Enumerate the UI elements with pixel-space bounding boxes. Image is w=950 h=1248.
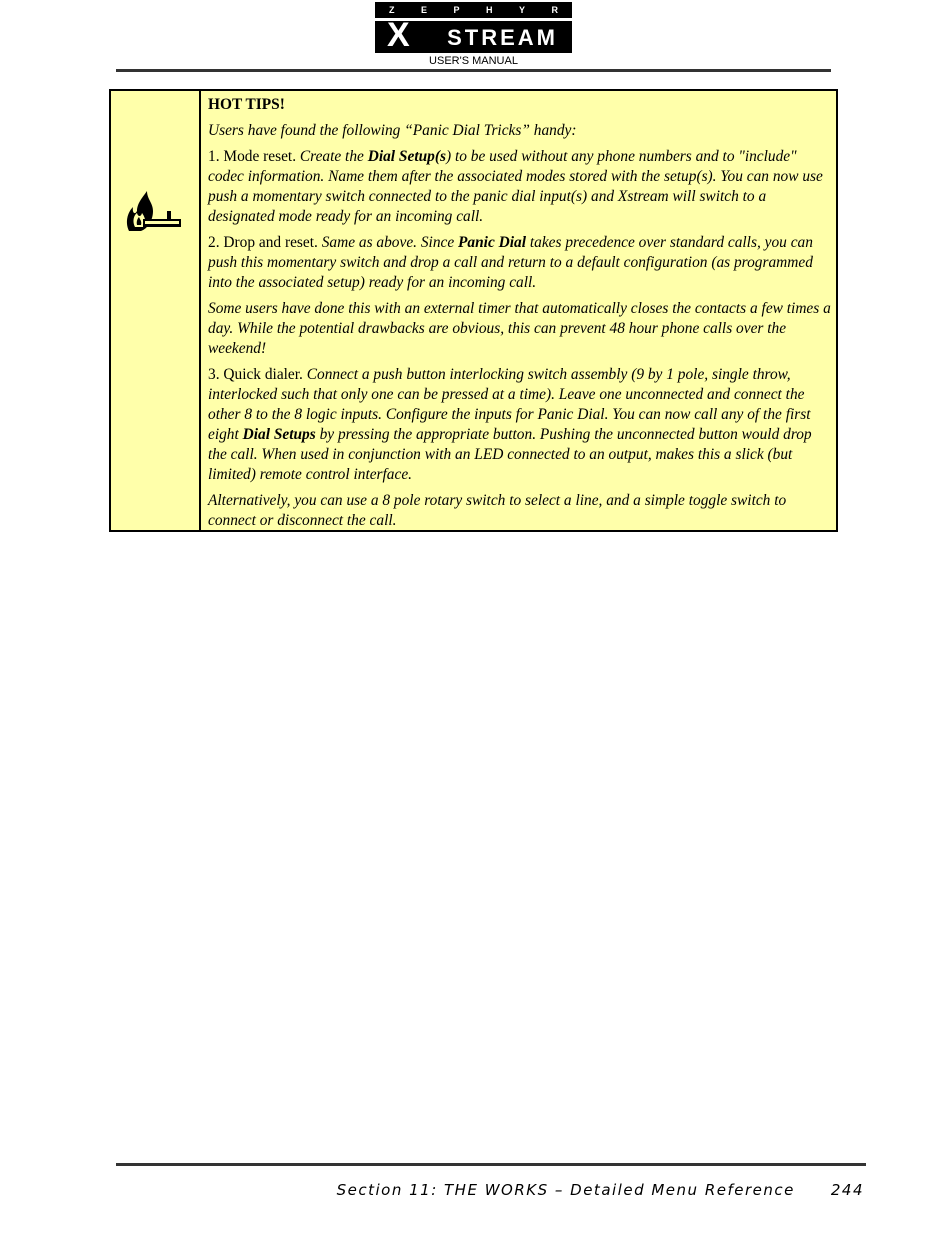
header-rule [116,69,831,72]
logo-letter: P [453,5,460,15]
item-text: ) to be used without any phone numbers and to "include" codec information. Name them after the associated modes stored with the setup(s). You can now use push a momentary switch connected to the panic dial input(s) and Xstream will switch to a designated mode ready for an incoming call. [208,148,823,225]
manual-label: USER'S MANUAL [429,55,518,67]
footer-section-title: Section 11: THE WORKS – Detailed Menu Reference [336,1181,795,1199]
item-term: Dial Setups [242,426,316,443]
tip-item-mode-reset [208,147,834,227]
footer-rule [116,1163,866,1166]
tip-title: HOT TIPS! [208,96,285,113]
item-text: Same as above. Since [317,234,459,251]
item-term: Dial Setup(s [367,148,446,165]
logo-letter: Y [518,5,525,15]
logo-brand-letters [375,3,572,17]
item-text: Create the [296,148,368,165]
tip-content [208,95,834,537]
tip-item-quick-dialer [208,365,834,485]
logo-letter: E [420,5,427,15]
item-lead: 3. Quick dialer. [208,366,303,383]
item-term: Panic Dial [458,234,527,251]
item-text: Connect a push button interlocking switch assembly (9 by 1 pole, single throw, interlocked such that only one can be pressed at a time). Leave one unconnected and connect the other 8 to the 8 logic inputs. Configure the inputs for Panic Dial. You can now call any of the first eight [208,366,811,443]
logo-letter: H [485,5,493,15]
tip-item-drop-reset [208,233,834,293]
item-text: takes precedence over standard calls, you can push this momentary switch and drop a call and return to a default configuration (as programmed into the associated setup) ready for an incoming call. [208,234,813,291]
tip-alternative: Alternatively, you can use a 8 pole rotary switch to select a line, and a simple toggle switch to connect or disconnect the call. [208,492,787,529]
match-flame-icon [123,187,183,237]
tip-intro: Users have found the following “Panic Dial Tricks” handy: [208,122,577,139]
zephyr-xstream-logo [375,2,572,53]
tip-icon-cell [111,91,201,530]
logo-wordmark [375,16,572,54]
hot-tips-box [109,89,838,532]
logo-word: STREAM [447,25,558,50]
page-footer [337,1181,864,1199]
item-lead: 2. Drop and reset. [208,234,318,251]
logo-letter: R [551,5,558,15]
logo-x: X [387,16,410,54]
item-lead: 1. Mode reset. [208,148,297,165]
tip-note: Some users have done this with an external timer that automatically closes the contacts a few times a day. While the potential drawbacks are obvious, this can prevent 48 hour phone calls over the weekend! [208,300,831,357]
page-number: 244 [830,1181,864,1199]
item-text: by pressing the appropriate button. Pushing the unconnected button would drop the call. When used in conjunction with an LED connected to an output, makes this a slick (but limited) remote control interface. [208,426,812,483]
logo-letter: Z [389,5,395,15]
